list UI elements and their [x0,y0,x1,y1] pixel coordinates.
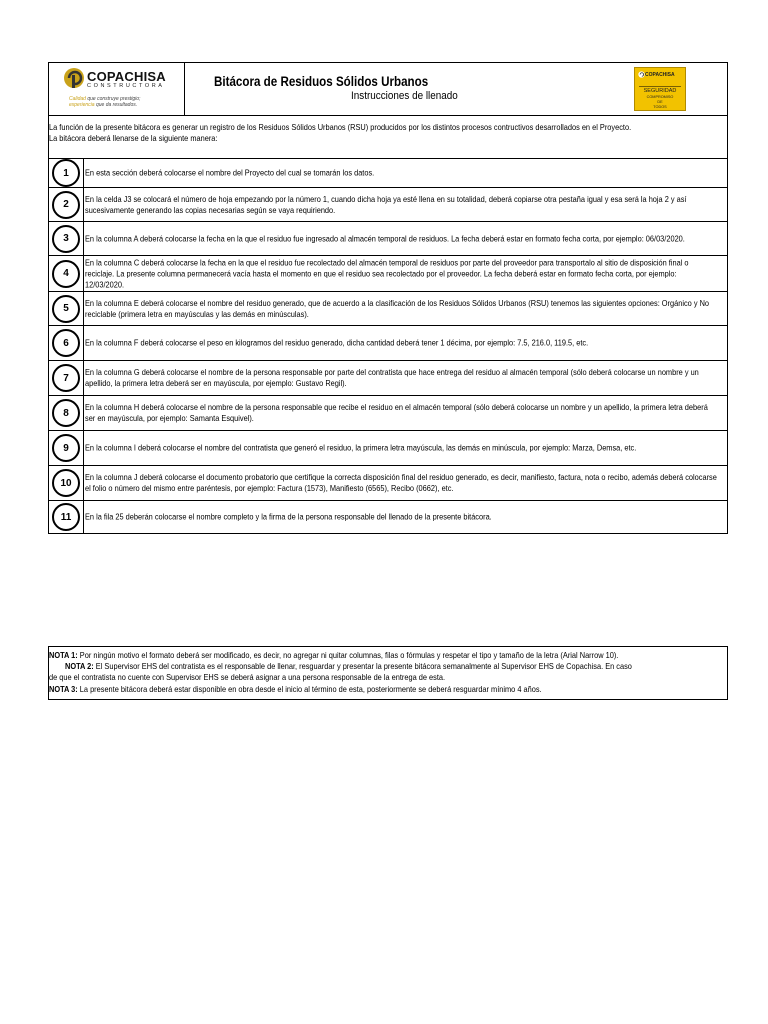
instruction-step [48,292,728,326]
step-number: 9 [52,434,80,462]
note-3: NOTA 3: La presente bitácora deberá estar disponible en obra desde el inicio al término de esta, posteriormente se deberá resguardar mínimo 4 años. [49,684,542,694]
note-1: NOTA 1: Por ningún motivo el formato deberá ser modificado, es decir, no agregar ni quitar columnas, filas o fórmulas y respetar el tipo y tamaño de la letra (Arial Narrow 10). [49,650,619,660]
step-number: 2 [52,191,80,219]
step-number: 1 [52,159,80,187]
instruction-step [48,431,728,466]
step-number: 3 [52,225,80,253]
note-2-continued: de que el contratista no cuente con Supervisor EHS se deberá asignar a una persona responsable de la entrega de esta. [49,672,446,682]
badge-caption: COMPROMISO DE TODOS [646,95,674,109]
instruction-step [48,326,728,361]
instruction-step [48,256,728,292]
note-2: NOTA 2: El Supervisor EHS del contratista es el responsable de llenar, resguardar y presentar la presente bitácora semanalmente al Supervisor EHS de Copachisa. En caso [65,661,632,671]
step-number: 7 [52,364,80,392]
step-text: En la columna G deberá colocarse el nombre de la persona responsable por parte del contratista que hace entrega del residuo al almacén temporal (sólo deberá colocarse un nombre y un apellido, la primera letra deberá ser en mayúscula, por ejemplo: Gustavo Regil). [85,367,699,388]
step-number: 5 [52,295,80,323]
instruction-step [48,222,728,256]
step-text: En la columna H deberá colocarse el nombre de la persona responsable que recibe el residuo en el almacén temporal (sólo deberá colocarse un nombre y un apellido, la primera letra deberá ser en mayúscula, por ejemplo: Samanta Esquivel). [85,402,708,423]
step-number: 6 [52,329,80,357]
intro-text: La función de la presente bitácora es generar un registro de los Residuos Sólidos Urbanos (RSU) producidos por los distintos procesos contructivos desarrollados en el Proyecto. [49,122,632,132]
instruction-step [48,159,728,188]
step-text: En la columna A deberá colocarse la fecha en la que el residuo fue ingresado al almacén temporal de residuos. La fecha deberá estar en formato fecha corta, por ejemplo: 06/03/2020. [85,233,685,243]
page-title: Bitácora de Residuos Sólidos Urbanos [214,74,429,89]
badge-title: SEGURIDAD [643,88,677,94]
step-text: En la celda J3 se colocará el número de hoja empezando por la número 1, cuando dicha hoja ya esté llena en su totalidad, deberá copiarse otra pestaña igual y esa será la hoja 2 y así sucesivamente generando las copias necesarias según se vaya requiriendo. [85,193,687,215]
instruction-step [48,188,728,222]
page-subtitle: Instrucciones de llenado [351,90,458,102]
brand-subtitle: CONSTRUCTORA [87,83,165,89]
intro-text: La bitácora deberá llenarse de la siguiente manera: [49,133,218,143]
notes-block [48,646,728,700]
copachisa-logo-icon [638,71,645,78]
instruction-step [48,361,728,396]
step-text: En la fila 25 deberán colocarse el nombre completo y la firma de la persona responsable del llenado de la presente bitácora. [85,511,492,522]
step-text: En esta sección deberá colocarse el nombre del Proyecto del cual se tomarán los datos. [85,167,375,178]
instruction-step [48,396,728,431]
step-number: 10 [52,469,80,497]
step-text: En la columna J deberá colocarse el documento probatorio que certifique la correcta disposición final del residuo generado, es decir, manifiesto, factura, nota o recibo, además deberá colocarse el folio o número del mismo entre paréntesis, por ejemplo: Factura (1573), Manifiesto (6565), Recibo (0662), etc. [85,472,717,493]
brand-slogan: Calidad que construye prestigio; experiencia que da resultados. [69,96,141,108]
step-text: En la columna F deberá colocarse el peso en kilogramos del residuo generado, dicha cantidad deberá tener 1 décima, por ejemplo: 7.5, 216.0, 119.5, etc. [85,337,589,348]
brand-name: COPACHISA [87,69,166,84]
step-number: 8 [52,399,80,427]
document-header [48,62,728,116]
step-text: En la columna I deberá colocarse el nombre del contratista que generó el residuo, la primera letra mayúscula, las demás en minúscula, por ejemplo: Marza, Demsa, etc. [85,442,637,453]
step-number: 4 [52,260,80,288]
badge-brand: COPACHISA [645,72,675,78]
badge-divider [639,86,681,87]
instruction-step [48,501,728,534]
step-text: En la columna E deberá colocarse el nombre del residuo generado, que de acuerdo a la clasificación de los Residuos Sólidos Urbanos (RSU) tenemos las siguientes opciones: Orgánico y No reciclable (primera letra en mayúsculas y las demás en minúsculas). [85,297,710,319]
step-text: En la columna C deberá colocarse la fecha en la que el residuo fue recolectado del almacén temporal de residuos por parte del proveedor para transportalo al sitio de disposición final o reciclaje. La presente columna permanecerá vacía hasta el momento en que el residuo sea recolectado por el proveedor. La fecha deberá estar en formato fecha corta, por ejemplo: 12/03/2020. [85,257,689,289]
instruction-step [48,466,728,501]
safety-badge [634,67,686,111]
company-logo [49,63,185,115]
copachisa-logo-icon [63,67,85,89]
intro-block [48,116,728,159]
step-number: 11 [52,503,80,531]
